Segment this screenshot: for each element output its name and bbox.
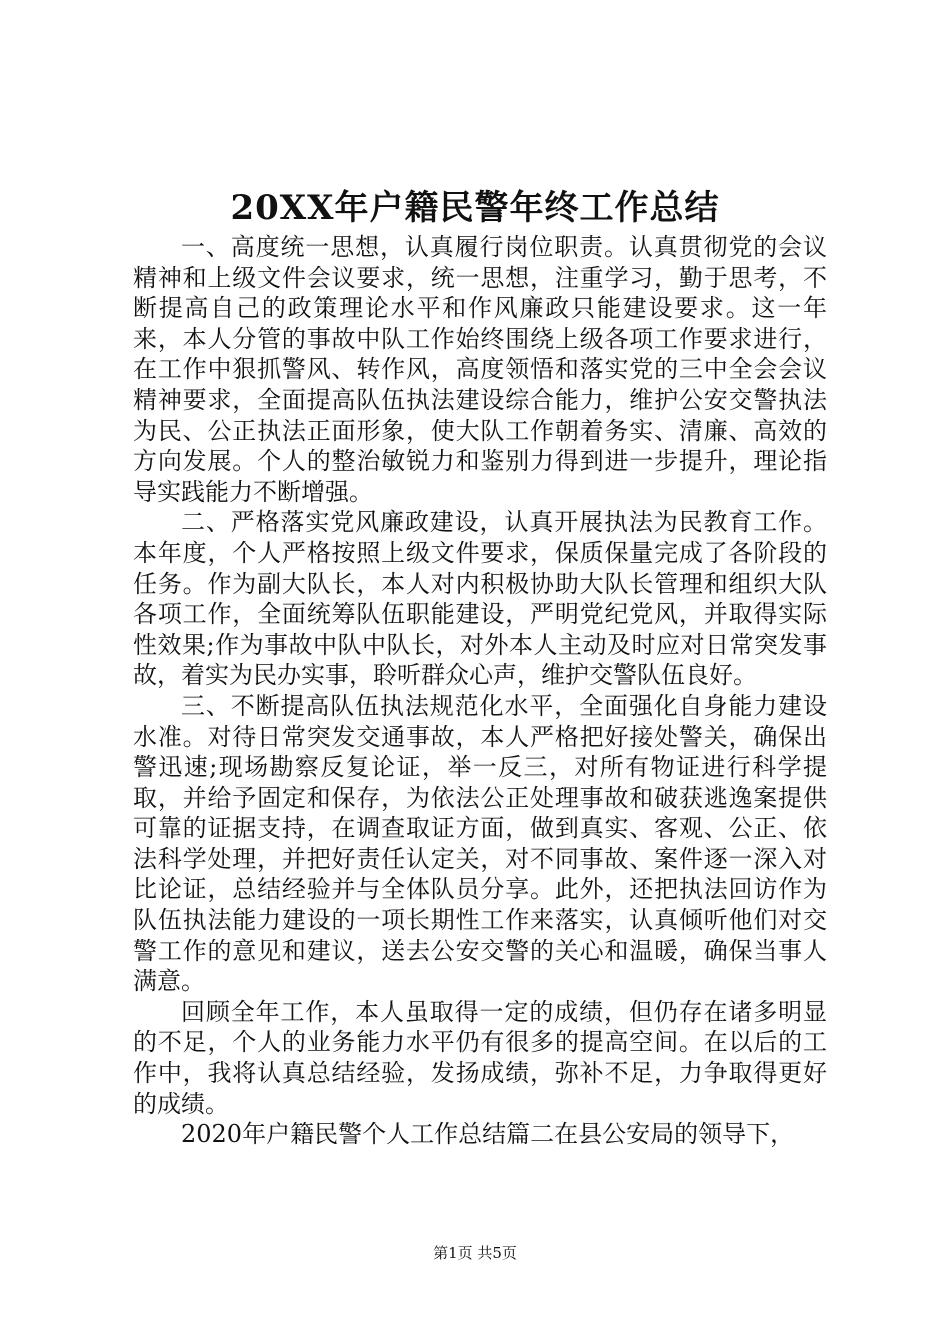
paragraph-5: 2020年户籍民警个人工作总结篇二在县公安局的领导下，: [181, 1120, 795, 1149]
page-footer: 第1页 共5页: [433, 1244, 517, 1262]
paragraph-3: 三、不断提高队伍执法规范化水平，全面强化自身能力建设水准。对待日常突发交通事故，本人严格把好接处警关，确保出警迅速;现场勘察反复论证，举一反三，对所有物证进行科学提取，并给予固定和保存，为依法公正处理事故和破获逃逸案提供可靠的证据支持，在调查取证方面，做到真实、客观、公正、依法科学处理，并把好责任认定关，对不同事故、案件逐一深入对比论证，总结经验并与全体队员分享。此外，还把执法回访作为队伍执法能力建设的一项长期性工作来落实，认真倾听他们对交警工作的意见和建议，送去公安交警的关心和温暖，确保当事人满意。: [133, 691, 827, 996]
paragraph-1: 一、高度统一思想，认真履行岗位职责。认真贯彻党的会议精神和上级文件会议要求，统一思想，注重学习，勤于思考，不断提高自己的政策理论水平和作风廉政只能建设要求。这一年来，本人分管的事故中队工作始终围绕上级各项工作要求进行，在工作中狠抓警风、转作风，高度领悟和落实党的三中全会会议精神要求，全面提高队伍执法建设综合能力，维护公安交警执法为民、公正执法正面形象，使大队工作朝着务实、清廉、高效的方向发展。个人的整治敏锐力和鉴别力得到进一步提升，理论指导实践能力不断增强。: [133, 233, 827, 506]
document-title: 20XX年户籍民警年终工作总结: [230, 188, 720, 228]
paragraph-4: 回顾全年工作，本人虽取得一定的成绩，但仍存在诸多明显的不足，个人的业务能力水平仍有很多的提高空间。在以后的工作中，我将认真总结经验，发扬成绩，弥补不足，力争取得更好的成绩。: [133, 997, 827, 1118]
document-body: [133, 232, 827, 1150]
paragraph-2: 二、严格落实党风廉政建设，认真开展执法为民教育工作。本年度，个人严格按照上级文件要求，保质保量完成了各阶段的任务。作为副大队长，本人对内积极协助大队长管理和组织大队各项工作，全面统筹队伍职能建设，严明党纪党风，并取得实际性效果;作为事故中队中队长，对外本人主动及时应对日常突发事故，着实为民办实事，聆听群众心声，维护交警队伍良好。: [133, 508, 827, 690]
